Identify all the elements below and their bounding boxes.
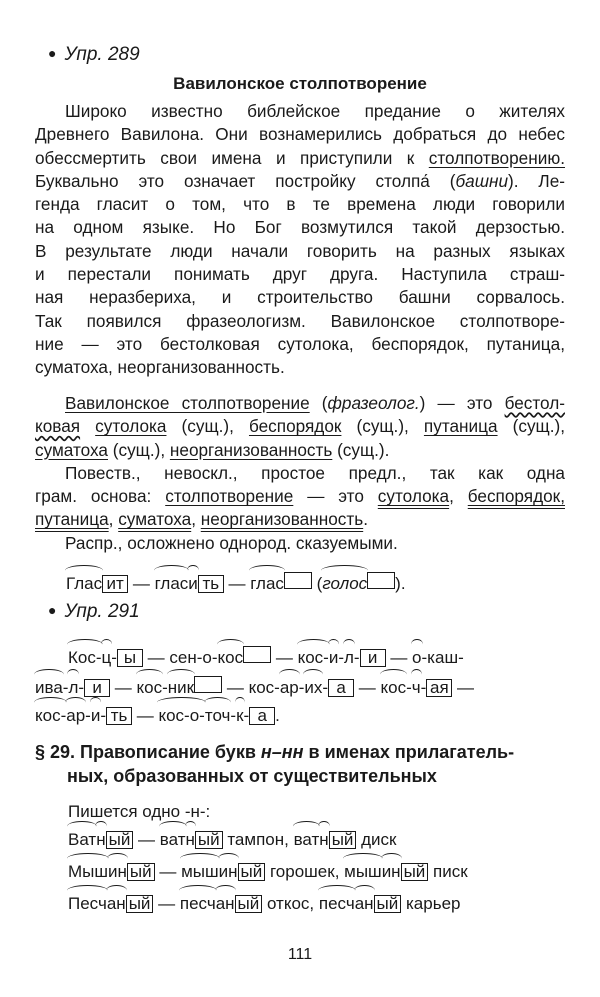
analysis-line: Вавилонское столпотворение (фразеолог.) — это бестол-	[65, 393, 565, 413]
root: Глас	[66, 574, 103, 593]
morpheme-row-1: Кос-ц- ы — сен-о-кос — кос-и-л- и — о-каш-	[68, 648, 464, 667]
rule-example-3: Песчан ый — песчан ый откос, песчан ый карьер	[68, 894, 461, 913]
analysis-line: Повеств., невоскл., простое предл., так как одна	[65, 462, 565, 483]
ending-box: ит	[102, 575, 128, 593]
bullet-icon: ●	[48, 45, 57, 61]
root: глас	[250, 574, 284, 593]
rule-example-2: Мышин ый — мышин ый горошек, мышин ый писк	[68, 862, 468, 881]
text-line: генда гласит о том, что в те времена люди говорили	[35, 194, 565, 215]
text-line: Древнего Вавилона. Они вознамерились добраться до небес	[35, 124, 565, 145]
section-heading	[35, 740, 514, 788]
analysis-line: грам. основа: столпотворение — это сутолока, беспорядок,	[35, 486, 565, 507]
exercise-291-label	[48, 601, 140, 623]
morpheme-row-3: кос-ар-и- ть — кос-о-точ-к- а .	[35, 706, 280, 725]
text-line: ная неразбериха, и строительство башни сорвалось.	[35, 287, 565, 308]
root: глас	[154, 574, 189, 593]
exercise-label: Упр. 291	[64, 601, 140, 622]
section-heading-line: § 29. Правописание букв н–нн в именах прилагатель-	[35, 742, 515, 762]
bullet-icon: ●	[48, 602, 57, 618]
exercise-label: Упр. 289	[64, 44, 140, 65]
morpheme-row-2: ива-л- и — кос-ник — кос-ар-их- а — кос-ч- ая —	[35, 678, 475, 697]
analysis-line: путаница, суматоха, неорганизованность.	[35, 509, 368, 530]
zero-ending-box	[284, 572, 312, 589]
text-line: суматоха, неорганизованность.	[35, 357, 285, 378]
text-title: Вавилонское столпотворение	[173, 74, 427, 93]
text-line: В результате люди начали говорить на разных языках	[35, 240, 565, 261]
rule-example-1: Ватн ый — ватн ый тампон, ватн ый диск	[68, 830, 397, 849]
text-line: ние — это бестолковая сутолока, беспорядок, путаница,	[35, 333, 565, 354]
main-text	[35, 100, 565, 380]
suffix: и	[188, 574, 198, 593]
zero-ending-box	[367, 572, 395, 589]
rule-heading: Пишется одно -н-:	[68, 802, 211, 821]
text-line: обессмертить свои имена и приступили к столпотворению.	[35, 147, 565, 168]
text-line: Широко известно библейское предание о жителях	[65, 101, 565, 121]
text-line: на одном языке. Но Бог возмутился такой дерзостью.	[35, 217, 565, 238]
section-heading-line: ных, образованных от существительных	[67, 766, 437, 786]
analysis-line: Распр., осложнено однород. сказуемыми.	[65, 532, 398, 553]
text-line: и перестали понимать друг друга. Наступила страш-	[35, 264, 565, 285]
page-number: 111	[287, 946, 313, 963]
text-line: Буквально это означает постройку столпа́ (башни). Ле-	[35, 170, 565, 191]
syntax-analysis	[35, 392, 565, 555]
exercise-289-label	[48, 44, 140, 66]
ending-box: ть	[198, 575, 224, 593]
root: голос	[322, 574, 368, 593]
analysis-line: суматоха (сущ.), неорганизованность (сущ.).	[35, 439, 390, 460]
text-line: Так появился фразеологизм. Вавилонское столпотворе-	[35, 310, 565, 331]
analysis-line: ковая сутолока (сущ.), беспорядок (сущ.), путаница (сущ.),	[35, 416, 565, 437]
morpheme-line: Глас ит — гласи ть — глас (голос ).	[66, 574, 406, 593]
